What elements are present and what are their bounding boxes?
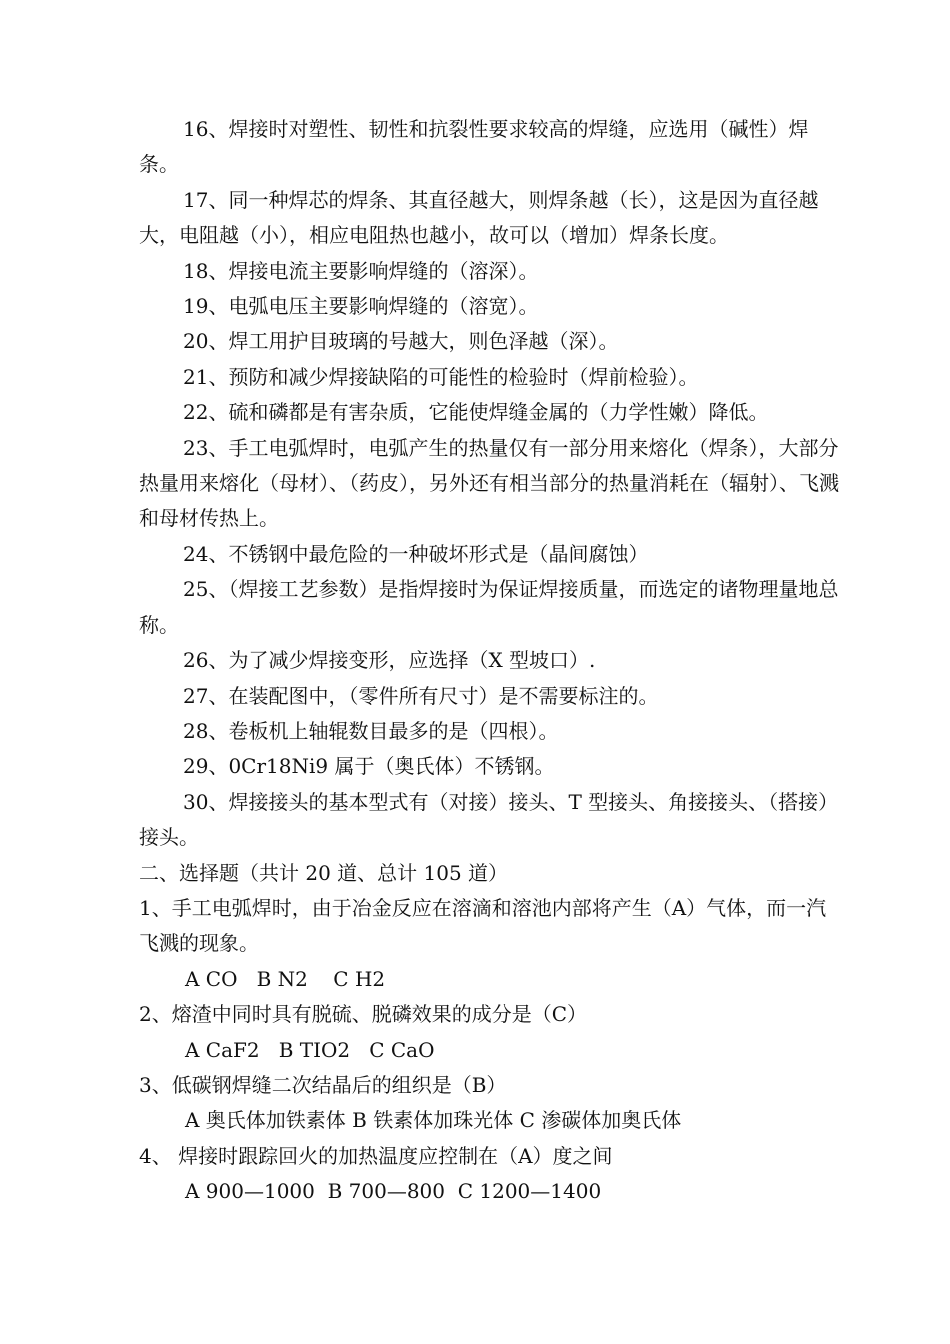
fill-in-item-30: 30、焊接接头的基本型式有（对接）接头、T 型接头、角接接头、（搭接）接头。 — [139, 789, 839, 850]
choice-question-1: 1、手工电弧焊时，由于冶金反应在溶滴和溶池内部将产生（A）气体，而一汽飞溅的现象。 — [139, 895, 827, 956]
fill-in-item-28: 28、卷板机上轴辊数目最多的是（四根）。 — [183, 718, 559, 743]
fill-in-item-24: 24、不锈钢中最危险的一种破坏形式是（晶间腐蚀） — [183, 541, 649, 566]
fill-in-item-18: 18、焊接电流主要影响焊缝的（溶深）。 — [183, 258, 539, 283]
fill-in-item-23: 23、手工电弧焊时，电弧产生的热量仅有一部分用来熔化（焊条），大部分热量用来熔化（母材）、（药皮），另外还有相当部分的热量消耗在（辐射）、飞溅和母材传热上。 — [139, 435, 839, 531]
fill-in-item-22: 22、硫和磷都是有害杂质，它能使焊缝金属的（力学性嫩）降低。 — [183, 400, 769, 425]
fill-in-item-20: 20、焊工用护目玻璃的号越大，则色泽越（深）。 — [183, 329, 619, 354]
choice-options-1: A CO B N2 C H2 — [185, 966, 386, 991]
choice-question-4: 4、 焊接时跟踪回火的加热温度应控制在（A）度之间 — [139, 1143, 613, 1168]
fill-in-item-25: 25、（焊接工艺参数）是指焊接时为保证焊接质量，而选定的诸物理量地总称。 — [139, 577, 839, 637]
choice-question-2: 2、熔渣中同时具有脱硫、脱磷效果的成分是（C） — [139, 1002, 588, 1027]
choice-question-3: 3、低碳钢焊缝二次结晶后的组织是（B） — [139, 1072, 507, 1097]
document-page — [139, 112, 839, 1210]
fill-in-item-26: 26、为了减少焊接变形，应选择（X 型坡口）. — [183, 648, 596, 673]
fill-in-item-21: 21、预防和减少焊接缺陷的可能性的检验时（焊前检验）。 — [183, 364, 699, 389]
fill-in-item-17: 17、同一种焊芯的焊条、其直径越大，则焊条越（长），这是因为直径越大，电阻越（小），相应电阻热也越小，故可以（增加）焊条长度。 — [139, 187, 819, 248]
choice-options-2: A CaF2 B TIO2 C CaO — [185, 1037, 435, 1062]
choice-options-3: A 奥氏体加铁素体 B 铁素体加珠光体 C 渗碳体加奥氏体 — [185, 1108, 682, 1133]
section-heading: 二、选择题（共计 20 道、总计 105 道） — [139, 860, 509, 885]
fill-in-item-16: 16、焊接时对塑性、韧性和抗裂性要求较高的焊缝，应选用（碱性）焊条。 — [139, 117, 809, 177]
fill-in-item-29: 29、0Cr18Ni9 属于（奥氏体）不锈钢。 — [183, 754, 555, 779]
fill-in-item-27: 27、在装配图中，（零件所有尺寸）是不需要标注的。 — [183, 683, 659, 708]
fill-in-item-19: 19、电弧电压主要影响焊缝的（溶宽）。 — [183, 294, 539, 319]
choice-options-4: A 900—1000 B 700—800 C 1200—1400 — [185, 1179, 602, 1204]
